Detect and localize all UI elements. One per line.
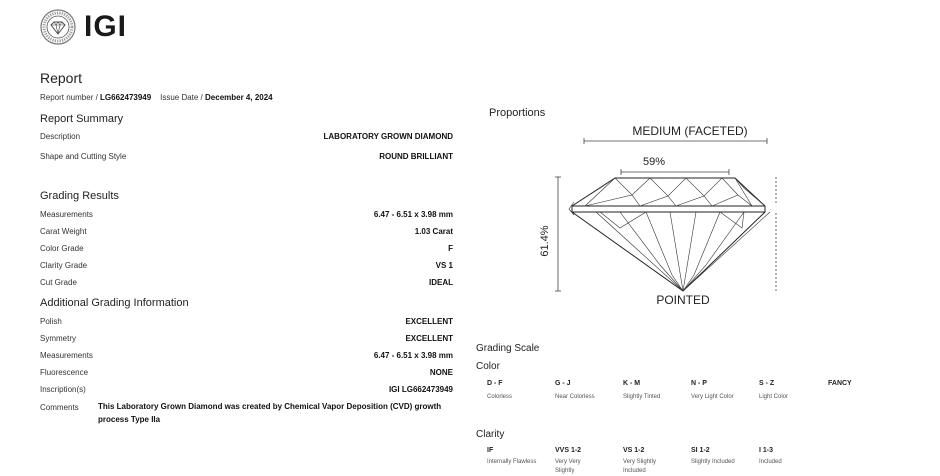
additional-row [40, 385, 453, 394]
grading-row [40, 278, 453, 287]
comments-label: Comments [40, 403, 79, 412]
grading-scale-title: Grading Scale [476, 343, 540, 354]
color-scale-title: Color [476, 361, 500, 372]
row-value: VS 1 [435, 261, 453, 270]
row-value: IGI LG662473949 [388, 385, 453, 394]
color-grade-desc: Very Light Color [691, 394, 734, 400]
clarity-grade: SI 1-2 [691, 447, 710, 454]
grading-title: Grading Results [40, 190, 119, 202]
row-value: 6.47 - 6.51 x 3.98 mm [373, 351, 453, 360]
clarity-grade: VS 1-2 [623, 447, 645, 454]
color-grade: D - F [487, 380, 503, 387]
proportions-title: Proportions [489, 107, 546, 119]
igi-seal-icon [40, 9, 76, 45]
girdle-label: MEDIUM (FACETED) [632, 124, 748, 138]
clarity-grade-desc: Internally Flawless [487, 459, 537, 465]
row-value: ROUND BRILLIANT [379, 152, 453, 161]
color-grade-desc: Colorless [487, 394, 513, 400]
issue-date: December 4, 2024 [205, 93, 273, 102]
grading-row [40, 244, 453, 253]
igi-logo [40, 9, 127, 45]
row-value: LABORATORY GROWN DIAMOND [323, 132, 453, 141]
table-percent: 59% [642, 156, 666, 168]
summary-title: Report Summary [40, 113, 124, 125]
clarity-grade-desc: Very Very Slightly [555, 459, 581, 474]
color-grade: K - M [623, 380, 641, 387]
row-label: Cut Grade [40, 278, 77, 287]
row-label: Inscription(s) [40, 385, 86, 394]
color-grade-desc: Near Colorless [555, 394, 595, 400]
culet-label: POINTED [656, 293, 710, 307]
row-value: F [448, 244, 453, 253]
row-label: Fluorescence [40, 368, 89, 377]
depth-percent: 61.4% [539, 225, 551, 257]
row-label: Shape and Cutting Style [40, 152, 127, 161]
summary-row [40, 132, 453, 141]
row-label: Symmetry [40, 334, 76, 343]
clarity-scale-title: Clarity [476, 429, 505, 440]
additional-row [40, 334, 453, 343]
additional-row [40, 351, 453, 360]
grading-row [40, 261, 453, 270]
color-grade: S - Z [759, 380, 775, 387]
clarity-grade: VVS 1-2 [555, 447, 582, 454]
report-number: LG662473949 [100, 93, 152, 102]
row-label: Measurements [40, 351, 93, 360]
grading-row [40, 227, 453, 236]
row-value: NONE [429, 368, 453, 377]
row-value: 1.03 Carat [414, 227, 453, 236]
additional-row [40, 317, 453, 326]
report-number-label: Report number / [40, 93, 98, 102]
clarity-grade: IF [487, 447, 494, 454]
brand-name: IGI [84, 10, 128, 43]
grading-row [40, 210, 453, 219]
row-label: Description [40, 132, 81, 141]
color-grade: G - J [555, 380, 571, 387]
row-value: EXCELLENT [405, 334, 453, 343]
comments-text: This Laboratory Grown Diamond was created by Chemical Vapor Deposition (CVD) growth process Type IIa [98, 402, 442, 424]
color-grade: N - P [691, 380, 707, 387]
diamond-proportions-diagram [530, 118, 800, 318]
row-label: Polish [40, 317, 62, 326]
row-label: Measurements [40, 210, 93, 219]
row-value: IDEAL [429, 278, 453, 287]
row-value: 6.47 - 6.51 x 3.98 mm [373, 210, 453, 219]
row-value: EXCELLENT [405, 317, 453, 326]
issue-date-label: Issue Date / [160, 93, 203, 102]
color-grade-desc: Slightly Tinted [623, 394, 661, 400]
clarity-grade-desc: Slightly Included [691, 459, 735, 465]
clarity-grade: I 1-3 [759, 447, 774, 454]
additional-row [40, 368, 453, 377]
additional-title: Additional Grading Information [40, 297, 189, 309]
clarity-grade-desc: Very Slightly Included [623, 459, 657, 474]
row-label: Color Grade [40, 244, 84, 253]
report-title: Report [40, 70, 83, 86]
summary-row [40, 152, 453, 161]
row-label: Clarity Grade [40, 261, 88, 270]
row-label: Carat Weight [40, 227, 87, 236]
report-meta [40, 93, 273, 102]
color-grade: FANCY [828, 380, 852, 387]
color-grade-desc: Light Color [759, 394, 789, 400]
clarity-grade-desc: Included [759, 459, 782, 465]
